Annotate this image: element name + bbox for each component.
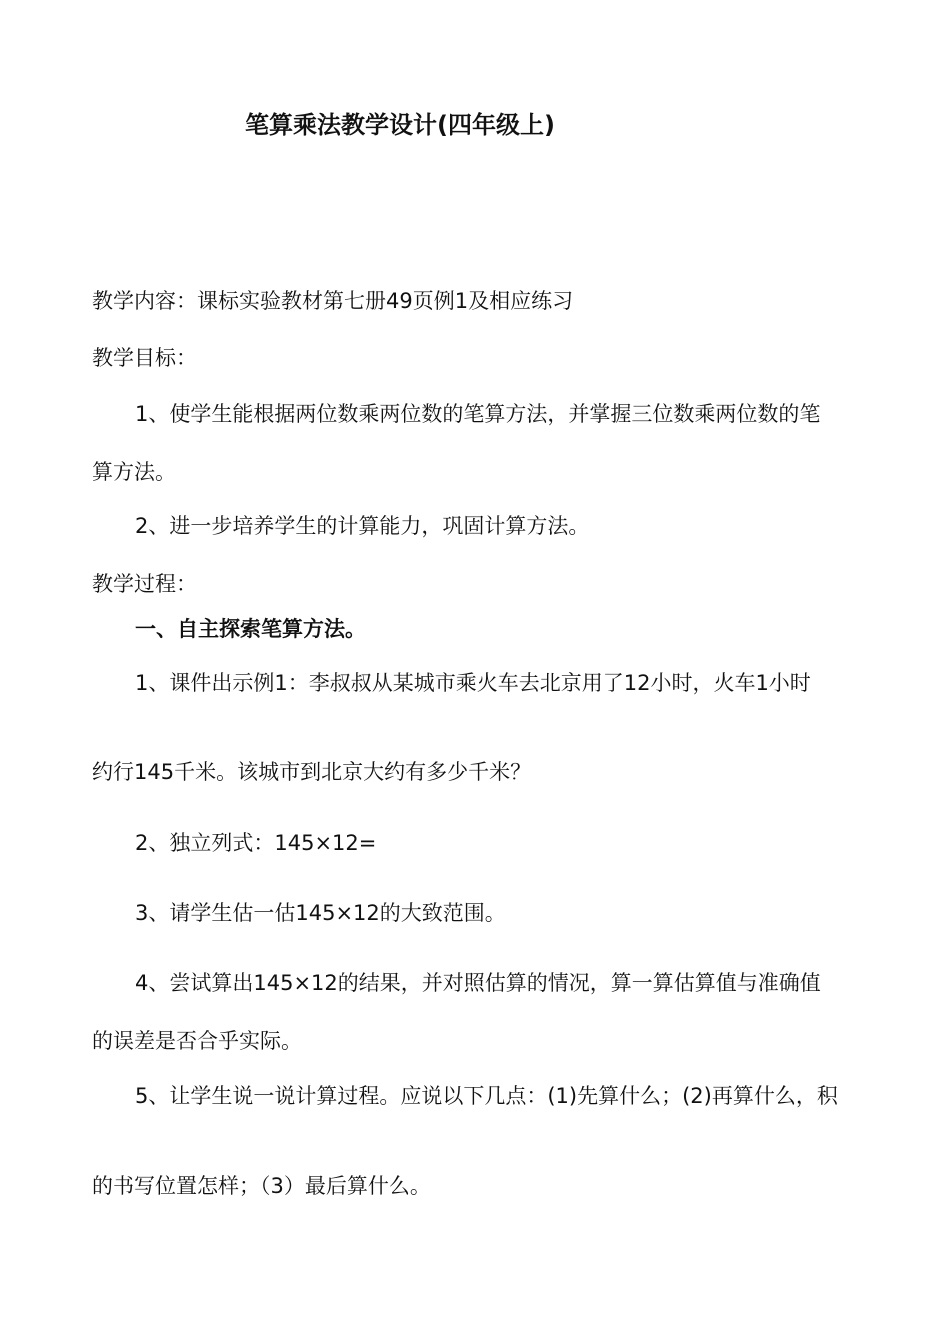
step-5-line-2: 的书写位置怎样；（3）最后算什么。 [92,1174,431,1198]
step-3-line: 3、请学生估一估145×12的大致范围。 [135,901,506,925]
section-1-heading: 一、自主探索笔算方法。 [135,617,366,641]
teaching-process-heading: 教学过程： [92,572,197,596]
document-title: 笔算乘法教学设计(四年级上) [245,111,555,139]
goal-1-line-2: 算方法。 [92,460,176,484]
step-4-line-2: 的误差是否合乎实际。 [92,1029,302,1053]
step-5-line-1: 5、让学生说一说计算过程。应说以下几点：(1)先算什么；(2)再算什么，积 [135,1084,838,1108]
step-2-line: 2、独立列式：145×12= [135,831,377,855]
goal-2-line: 2、进一步培养学生的计算能力，巩固计算方法。 [135,514,590,538]
goal-1-line-1: 1、使学生能根据两位数乘两位数的笔算方法，并掌握三位数乘两位数的笔 [135,402,821,426]
step-1-line-1: 1、课件出示例1：李叔叔从某城市乘火车去北京用了12小时，火车1小时 [135,671,811,695]
step-4-line-1: 4、尝试算出145×12的结果，并对照估算的情况，算一算估算值与准确值 [135,971,821,995]
teaching-content-line: 教学内容：课标实验教材第七册49页例1及相应练习 [92,289,574,313]
step-1-line-2: 约行145千米。该城市到北京大约有多少千米？ [92,760,532,784]
teaching-goal-heading: 教学目标： [92,346,197,370]
